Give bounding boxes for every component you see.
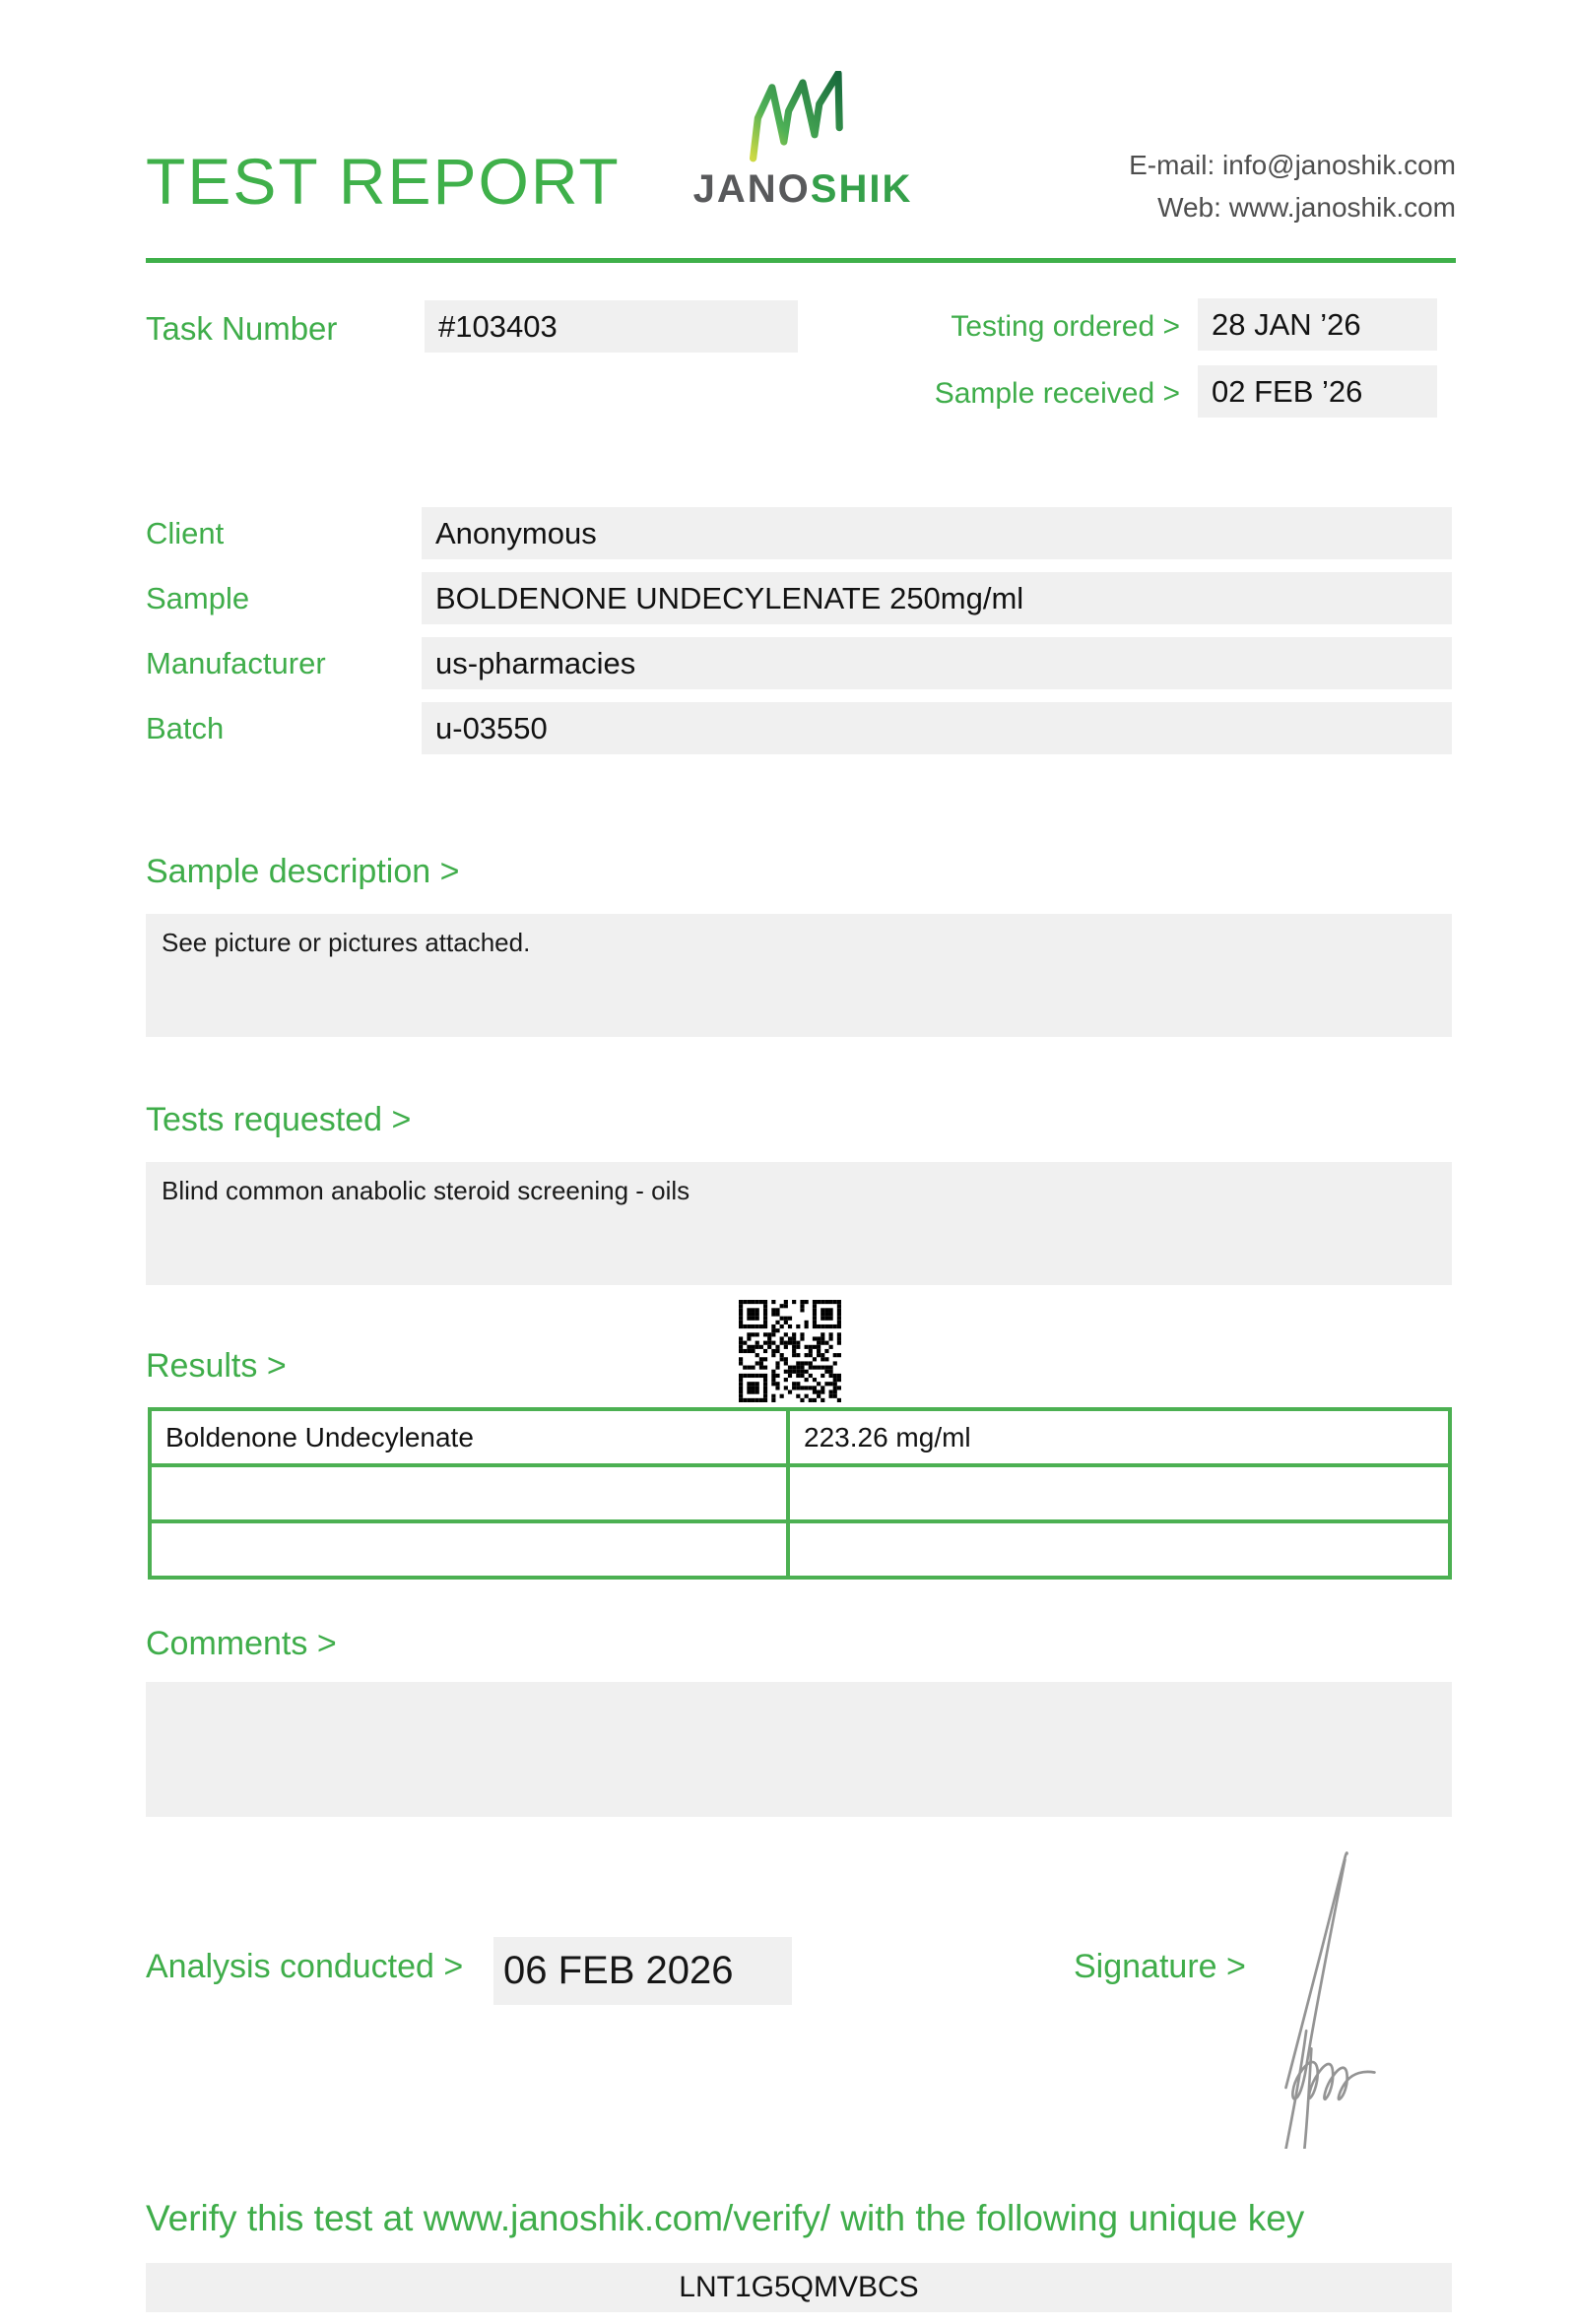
logo-word-gray: JANO bbox=[692, 167, 811, 211]
tests-requested-box bbox=[146, 1162, 1452, 1285]
result-substance-cell bbox=[150, 1465, 788, 1521]
testing-ordered-label: Testing ordered > bbox=[951, 310, 1180, 343]
sample-description-text: See picture or pictures attached. bbox=[162, 928, 531, 957]
task-number-value: #103403 bbox=[425, 300, 798, 353]
contact-block bbox=[1129, 144, 1456, 229]
testing-ordered-value: 28 JAN ’26 bbox=[1198, 298, 1437, 351]
comments-heading: Comments > bbox=[146, 1625, 337, 1662]
verify-instruction: Verify this test at www.janoshik.com/verify/ with the following unique key bbox=[146, 2198, 1305, 2238]
client-label: Client bbox=[146, 516, 225, 550]
sample-received-value: 02 FEB ’26 bbox=[1198, 365, 1437, 418]
task-number-label: Task Number bbox=[146, 310, 338, 347]
table-row bbox=[150, 1409, 1450, 1465]
contact-email: E-mail: info@janoshik.com bbox=[1129, 150, 1456, 180]
signature-label: Signature > bbox=[1074, 1948, 1246, 1985]
result-value-cell bbox=[788, 1521, 1450, 1578]
results-heading: Results > bbox=[146, 1347, 287, 1385]
result-substance-cell: Boldenone Undecylenate bbox=[150, 1409, 788, 1465]
page-title: TEST REPORT bbox=[146, 145, 621, 218]
sample-description-heading: Sample description > bbox=[146, 853, 460, 890]
signature-image bbox=[1253, 1843, 1411, 2149]
tests-requested-text: Blind common anabolic steroid screening - oils bbox=[162, 1176, 690, 1205]
logo-wordmark bbox=[680, 167, 926, 212]
growth-chart-icon bbox=[744, 71, 862, 165]
contact-web: Web: www.janoshik.com bbox=[1157, 192, 1456, 224]
analysis-date-value: 06 FEB 2026 bbox=[493, 1937, 792, 2005]
batch-value: u-03550 bbox=[422, 702, 1452, 754]
qr-code bbox=[739, 1300, 841, 1402]
result-value-cell bbox=[788, 1465, 1450, 1521]
table-row bbox=[150, 1465, 1450, 1521]
analysis-conducted-label: Analysis conducted > bbox=[146, 1948, 464, 1985]
comments-box bbox=[146, 1682, 1452, 1817]
janoshik-logo bbox=[680, 71, 926, 212]
result-substance-cell bbox=[150, 1521, 788, 1578]
unique-key-value: LNT1G5QMVBCS bbox=[146, 2263, 1452, 2312]
batch-label: Batch bbox=[146, 711, 225, 745]
sample-description-box bbox=[146, 914, 1452, 1037]
client-value: Anonymous bbox=[422, 507, 1452, 559]
sample-value: BOLDENONE UNDECYLENATE 250mg/ml bbox=[422, 572, 1452, 624]
results-table bbox=[148, 1407, 1452, 1580]
logo-word-green: SHIK bbox=[810, 167, 913, 211]
result-value-cell: 223.26 mg/ml bbox=[788, 1409, 1450, 1465]
header-divider bbox=[146, 258, 1456, 263]
manufacturer-label: Manufacturer bbox=[146, 646, 326, 680]
tests-requested-heading: Tests requested > bbox=[146, 1101, 412, 1138]
sample-received-label: Sample received > bbox=[934, 377, 1180, 410]
sample-label: Sample bbox=[146, 581, 250, 615]
manufacturer-value: us-pharmacies bbox=[422, 637, 1452, 689]
table-row bbox=[150, 1521, 1450, 1578]
